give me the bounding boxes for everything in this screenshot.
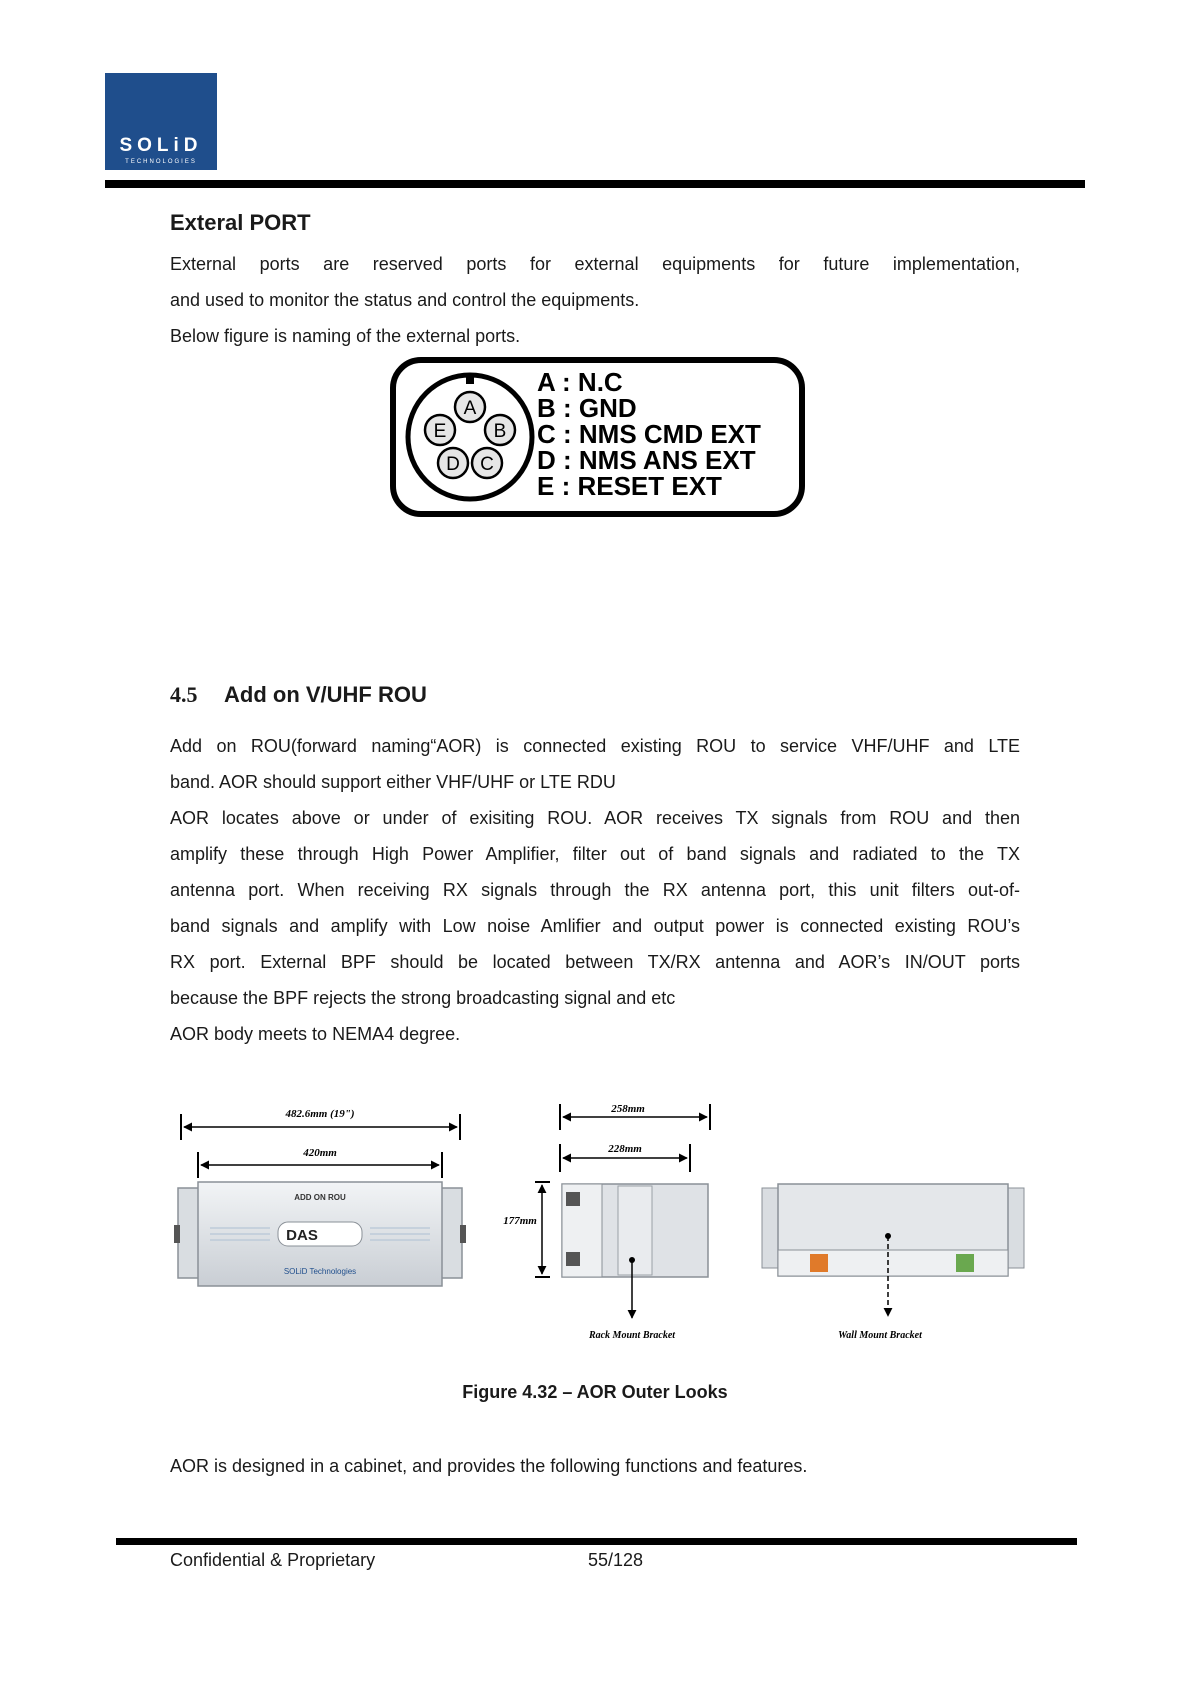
port-legend-c: C : NMS CMD EXT [537,419,761,449]
section-number: 4.5 [170,682,198,707]
section-line-3: AOR locates above or under of exisiting ROU. AOR receives TX signals from ROU and then [170,808,1020,828]
section-line-5: antenna port. When receiving RX signals through the RX antenna port, this unit filters out-of- [170,880,1020,900]
section-line-4: amplify these through High Power Amplifier, filter out of band signals and radiated to the TX [170,844,1020,864]
port-legend-d: D : NMS ANS EXT [537,445,756,475]
pin-d [438,448,468,478]
svg-text:E: E [433,421,447,442]
side-view [503,1103,710,1341]
section-line-7: RX port. External BPF should be located between TX/RX antenna and AOR’s IN/OUT ports [170,952,1020,972]
aor-outer-looks-figure [170,1100,1030,1350]
section-line-1: Add on ROU(forward naming“AOR) is connected existing ROU to service VHF/UHF and LTE [170,736,1020,756]
logo-wordmark: SOLiD [119,135,203,156]
pin-b [485,415,515,445]
port-legend-b: B : GND [537,393,637,423]
wall-bracket-label: Wall Mount Bracket [838,1330,922,1341]
pin-a [455,392,485,422]
pin-e [425,415,455,445]
rack-bracket-label: Rack Mount Bracket [588,1330,676,1341]
front-panel-label: ADD ON ROU [294,1193,346,1202]
svg-text:A: A [463,398,477,419]
section-line-8: because the BPF rejects the strong broadcasting signal and etc [170,988,676,1008]
section-line-6: band signals and amplify with Low noise Amlifier and output power is connected existing ROU’s [170,916,1020,936]
external-port-diagram [390,357,805,517]
external-paragraph-line-3: Below figure is naming of the external ports. [170,326,521,346]
figure-caption: Figure 4.32 – AOR Outer Looks [462,1382,728,1402]
dim-label-outer-depth: 258mm [611,1103,645,1115]
closing-paragraph: AOR is designed in a cabinet, and provides the following functions and features. [170,1456,808,1476]
svg-text:D: D [446,454,460,475]
external-paragraph-line-1: External ports are reserved ports for external equipments for future implementation, [170,254,1020,274]
front-view [174,1108,466,1286]
dim-label-outer-width: 482.6mm (19") [285,1108,355,1120]
section-title: Add on V/UHF ROU [224,682,427,707]
dim-label-inner-width: 420mm [303,1147,337,1159]
svg-text:C: C [480,454,494,475]
port-legend-e: E : RESET EXT [537,471,722,501]
header-rule [105,180,1085,188]
dim-label-inner-depth: 228mm [608,1143,642,1155]
back-view [762,1184,1024,1341]
svg-text:B: B [493,421,507,442]
pin-c [472,448,502,478]
footer-rule [116,1538,1077,1545]
external-port-heading: Exteral PORT [170,210,311,235]
section-line-2: band. AOR should support either VHF/UHF or LTE RDU [170,772,616,792]
front-brand: DAS [286,1227,318,1244]
port-legend-a: A : N.C [537,367,623,397]
logo-subtitle: TECHNOLOGIES [125,159,197,165]
footer-page-number: 55/128 [588,1550,644,1570]
section-line-9: AOR body meets to NEMA4 degree. [170,1024,461,1044]
front-maker: SOLiD Technologies [283,1267,357,1276]
external-paragraph-line-2: and used to monitor the status and control the equipments. [170,290,640,310]
company-logo [105,73,217,170]
dim-label-height: 177mm [503,1215,537,1227]
footer-confidential: Confidential & Proprietary [170,1550,376,1570]
